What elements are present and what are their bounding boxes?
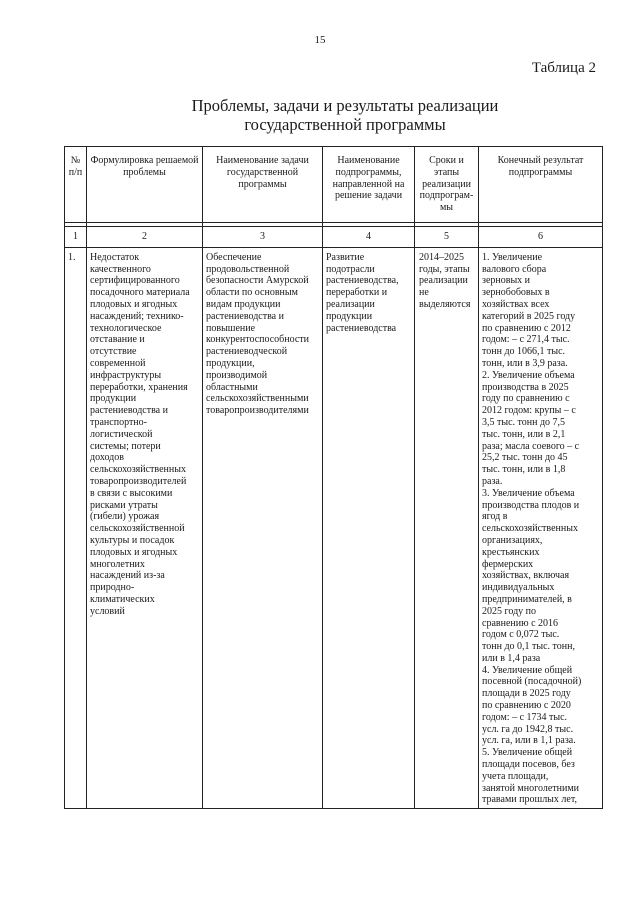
problems-tasks-results-table (64, 146, 603, 809)
header-task: Наименование задачи государственной программы (203, 147, 323, 223)
column-number: 5 (415, 227, 479, 248)
header-problem: Формулировка решаемой проблемы (87, 147, 203, 223)
column-numbers-row (65, 227, 603, 248)
table-header-row (65, 147, 603, 223)
page-number: 15 (314, 34, 326, 46)
header-result: Конечный результат подпрограммы (479, 147, 603, 223)
column-number: 3 (203, 227, 323, 248)
column-number: 1 (65, 227, 87, 248)
document-title: Проблемы, задачи и результаты реализации государственной программы (191, 96, 499, 134)
table-row (65, 247, 603, 808)
problem-cell: Недостаток качественного сертифицированного посадочного материала плодовых и ягодных насаждений; технико- технологическое отставание и отсутствие современной инфраструктуры переработки, хранения продукции растениеводства и транспортно- логистической системы; потери доходов сельскохозяйственных товаропроизводителей в связи с высокими рисками утраты (гибели) урожая сельскохозяйственной культуры и посадок плодовых и ягодных многолетних насаждений из-за природно- климатических условий (87, 247, 203, 808)
subprogram-cell: Развитие подотрасли растениеводства, переработки и реализации продукции растениеводства (323, 247, 415, 808)
task-cell: Обеспечение продовольственной безопасности Амурской области по основным видам продукции растениеводства и повышение конкурентоспособности растениеводческой продукции, производимой областными сельскохозяйственными товаропроизводителями (203, 247, 323, 808)
column-number: 6 (479, 227, 603, 248)
header-number: № п/п (65, 147, 87, 223)
column-number: 4 (323, 227, 415, 248)
terms-cell: 2014–2025 годы, этапы реализации не выделяются (415, 247, 479, 808)
table-label: Таблица 2 (531, 60, 596, 76)
column-number: 2 (87, 227, 203, 248)
result-cell: 1. Увеличение валового сбора зерновых и зернобобовых в хозяйствах всех категорий в 2025 году по сравнению с 2012 годом: – с 271,4 тыс. тонн до 1066,1 тыс. тонн, или в 3,9 раза. 2. Увеличение объема производства в 2025 году по сравнению с 2012 годом: крупы – с 3,5 тыс. тонн до 7,5 тыс. тонн, или в 2,1 раза; масла соевого – с 25,2 тыс. тонн до 45 тыс. тонн, или в 1,8 раза. 3. Увеличение объема производства плодов и ягод в сельскохозяйственных организациях, крестьянских фермерских хозяйствах, включая индивидуальных предпринимателей, в 2025 году по сравнению с 2016 годом с 0,072 тыс. тонн до 0,1 тыс. тонн, или в 1,4 раза 4. Увеличение общей посевной (посадочной) площади в 2025 году по сравнению с 2020 годом: – с 1734 тыс. усл. га до 1942,8 тыс. усл. га, или в 1,1 раза. 5. Увеличение общей площади посевов, без учета площади, занятой многолетними травами прошлых лет, (479, 247, 603, 808)
header-subprogram: Наименование подпрограммы, направленной на решение задачи (323, 147, 415, 223)
header-terms: Сроки и этапы реализации подпрограм-мы (415, 147, 479, 223)
row-number: 1. (65, 247, 87, 808)
